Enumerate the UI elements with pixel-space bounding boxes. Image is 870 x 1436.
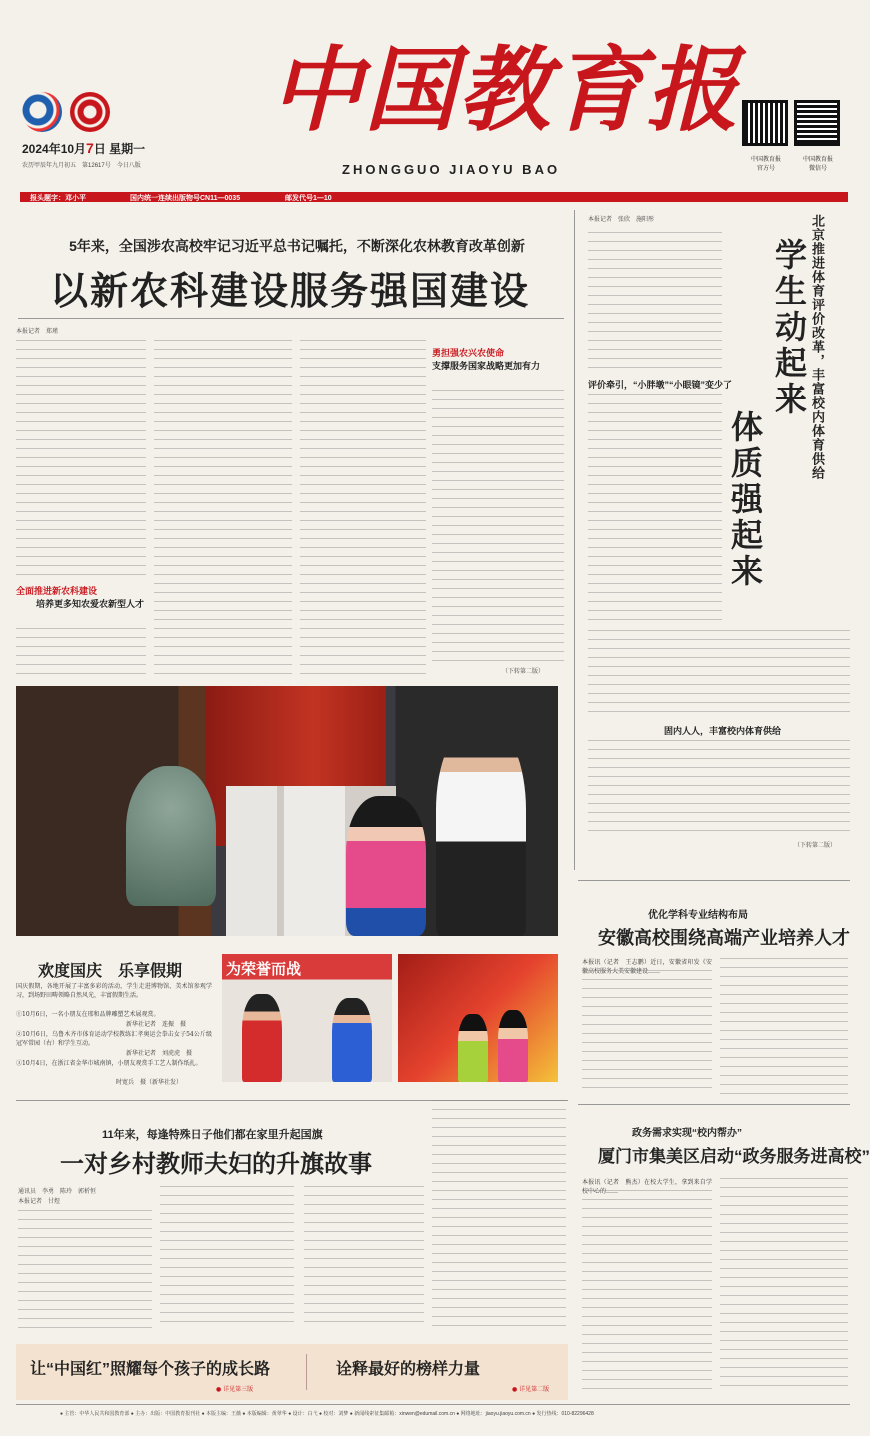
right-sub1: 评价牵引，“小胖墩”“小眼镜”变少了 xyxy=(588,380,733,390)
anhui-story xyxy=(578,880,850,1102)
lead-col-3 xyxy=(300,340,426,674)
photo-caption-5: 新华社记者 刘虎虎 摄 xyxy=(126,1050,193,1057)
lead-col-1b xyxy=(16,628,146,674)
promo-right-see[interactable]: ● 详见第二版 xyxy=(512,1386,550,1393)
photo-caption-4: ②10月6日，乌鲁木齐市体育运动学校教练汇孝奥运会拳击女子54公斤级冠军常园（右）和学生互动。 xyxy=(16,1031,212,1047)
bottom-promo xyxy=(16,1344,568,1400)
right-story xyxy=(574,210,852,870)
teacher-headline[interactable]: 一对乡村教师夫妇的升旗故事 xyxy=(60,1151,372,1178)
promo-left-title[interactable]: 让“中国红”照耀每个孩子的成长路 xyxy=(30,1361,271,1378)
teacher-col-3 xyxy=(304,1186,424,1330)
qr-code-wechat[interactable] xyxy=(794,100,840,146)
teacher-col-2 xyxy=(160,1186,294,1330)
promo-left-see[interactable]: ● 详见第三版 xyxy=(216,1386,254,1393)
xiamen-headline[interactable]: 厦门市集美区启动“政务服务进高校” xyxy=(598,1147,870,1166)
footer-rule xyxy=(16,1404,850,1405)
anhui-headline[interactable]: 安徽高校围绕高端产业培养人才 xyxy=(598,928,850,948)
lead-sub1: 全面推进新农科建设 xyxy=(16,586,98,596)
promo-left-see-text: 详见第三版 xyxy=(223,1386,254,1393)
photo-main-museum[interactable] xyxy=(16,686,558,936)
right-sub2: 固内人人，丰富校内体育供给 xyxy=(664,726,782,736)
teacher-kicker: 11年来，每逢特殊日子他们都在家里升起国旗 xyxy=(102,1129,323,1141)
lead-continued: （下转第二版） xyxy=(502,668,545,675)
teacher-col-4 xyxy=(432,1100,566,1330)
photo-boxer-2 xyxy=(332,998,372,1082)
teacher-story xyxy=(16,1100,568,1338)
issue-meta: 农历甲辰年九月初五 第12617号 今日八版 xyxy=(22,163,141,169)
promo-divider xyxy=(306,1354,307,1390)
lead-headline[interactable]: 以新农科建设服务强国建设 xyxy=(49,271,530,313)
issue-date: 2024年10月7日 星期一 xyxy=(22,140,146,156)
photo-boxing-banner: 为荣誉而战 xyxy=(226,961,302,978)
anhui-col-2 xyxy=(720,958,848,1094)
masthead-pinyin: ZHONGGUO JIAOYU BAO xyxy=(342,162,561,177)
lead-col-4 xyxy=(432,390,564,666)
right-col-bottom xyxy=(588,740,850,838)
anhui-kicker: 优化学科专业结构布局 xyxy=(648,910,748,921)
lead-sidebar-head2: 支撑服务国家战略更加有力 xyxy=(432,361,541,371)
right-continued: （下转第二版） xyxy=(794,842,837,849)
lead-story xyxy=(12,210,568,680)
right-headline-1[interactable]: 学生动起来 xyxy=(771,238,807,418)
photo-green-sculpture xyxy=(126,766,216,906)
xiamen-col-2 xyxy=(720,1178,848,1390)
photo-caption-6: ③10月4日，在浙江省金华市城南镇，小朋友观赏手工艺人制作纸扎。 xyxy=(16,1060,202,1067)
photo-caption-1: 国庆假期，各地开展了丰富多彩的活动，学生走进博物馆、美术馆参观学习，到场野田畴领略自然风光，丰富假期生活。 xyxy=(16,983,212,999)
qr-label-official: 中国教育报 官方号 xyxy=(750,157,781,172)
xiamen-byline: 本报讯（记者 熊杰）在校大学生，拿到来自学校中心的…… xyxy=(582,1179,712,1195)
logo-left-blue xyxy=(22,92,62,132)
lead-sub2: 培养更多知农爱农新型人才 xyxy=(36,599,145,609)
promo-right-see-text: 详见第二版 xyxy=(519,1386,550,1393)
photo-story-text xyxy=(16,944,212,1090)
teacher-col-1 xyxy=(18,1210,152,1330)
photo-craft-child-1 xyxy=(458,1014,488,1082)
right-col-top xyxy=(588,232,722,374)
photo-caption-3: 新华社记者 连振 摄 xyxy=(126,1021,187,1028)
qr-label-wechat: 中国教育报 微信号 xyxy=(802,157,833,172)
lead-col-1 xyxy=(16,340,146,580)
photo-boxing[interactable] xyxy=(222,954,392,1082)
masthead-bar-right: 邮发代号1—10 xyxy=(285,195,332,202)
xiamen-col-1 xyxy=(582,1190,712,1390)
right-col-mid xyxy=(588,394,722,626)
photo-boxer-1 xyxy=(242,994,282,1082)
xiamen-kicker: 政务需求实现“校内帮办” xyxy=(632,1128,742,1139)
masthead-title: 中国教育报 xyxy=(270,36,741,144)
footer-info: ● 主管：中华人民共和国教育部 ● 主办：出版：中国教育报刊社 ● 本版主编：王薇 ● 本版编辑：黄翠华 ● 设计：白弋 ● 校对：刘梦 ● 新闻线索征集邮箱：xinwen@edumail.com.cn ● 网络地址：jiaoyu.jiaoyu.com.cn ● 发行热线：010-82296428 xyxy=(60,1411,594,1417)
teacher-byline-2: 本报记者 甘煜 xyxy=(18,1198,61,1205)
qr-code-official[interactable] xyxy=(742,100,788,146)
xiamen-top-rule xyxy=(578,1104,850,1105)
right-byline: 本报记者 张欣 施阳彤 xyxy=(588,216,655,223)
anhui-col-1 xyxy=(582,970,712,1094)
photo-caption-2: ①10月6日，一名小朋友在邢和品牌雕塑艺术展观赏。 xyxy=(16,1011,160,1018)
photo-adult xyxy=(436,726,526,936)
lead-byline: 本报记者 郑瑾 xyxy=(16,329,59,335)
lead-col-2 xyxy=(154,340,292,674)
photo-craft[interactable] xyxy=(398,954,558,1082)
right-story-border xyxy=(574,210,575,870)
promo-right-title[interactable]: 诠释最好的榜样力量 xyxy=(336,1361,481,1378)
logo-right-red xyxy=(70,92,110,132)
right-col-wide xyxy=(588,630,850,720)
photo-caption-7: 时宽兵 摄（新华社发） xyxy=(116,1079,183,1086)
xiamen-story xyxy=(578,1104,870,1404)
photo-story-title: 欢度国庆 乐享假期 xyxy=(38,963,183,980)
photo-craft-child-2 xyxy=(498,1010,528,1082)
right-kicker: 北京推进体育评价改革，丰富校内体育供给 xyxy=(810,214,825,480)
masthead-bar-mid: 国内统一连续出版物号CN11—0035 xyxy=(130,195,241,202)
lead-headline-rule xyxy=(18,318,564,319)
right-headline-2[interactable]: 体质强起来 xyxy=(727,410,763,590)
anhui-byline: 本报讯（记者 王志鹏）近日，安徽省印发《安徽高校服务大美安徽建设…… xyxy=(582,959,712,975)
masthead xyxy=(0,0,864,205)
lead-sidebar-head1: 勇担强农兴农使命 xyxy=(432,348,505,358)
anhui-top-rule xyxy=(578,880,850,881)
photo-child xyxy=(346,796,426,936)
teacher-byline-1: 通讯员 李勇 陈玲 郭析恒 xyxy=(18,1188,97,1195)
masthead-bar-left: 报头题字：邓小平 xyxy=(30,195,86,202)
lead-kicker: 5年来，全国涉农高校牢记习近平总书记嘱托，不断深化农林教育改革创新 xyxy=(69,238,525,254)
